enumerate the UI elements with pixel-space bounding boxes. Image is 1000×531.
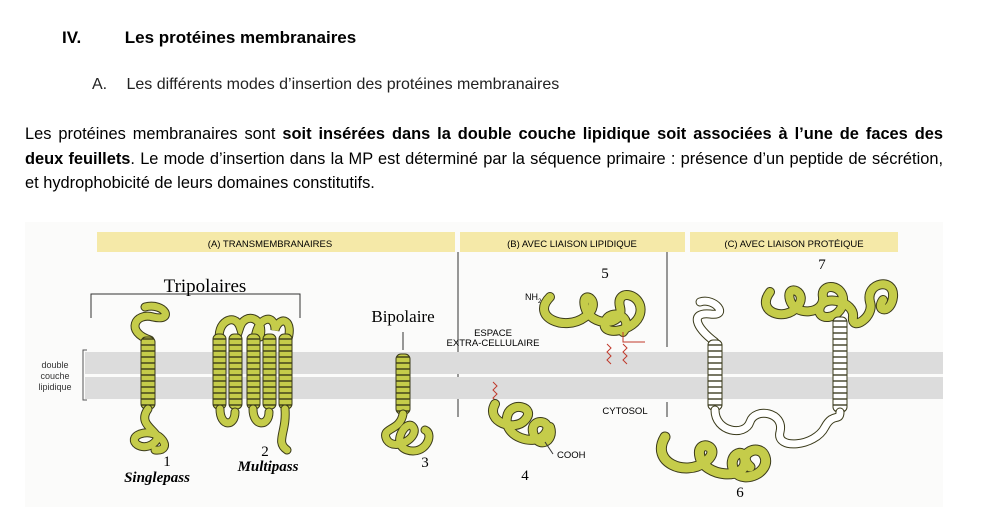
cytosol-label: CYTOSOL <box>602 406 648 417</box>
section-number: IV. <box>62 28 82 47</box>
multipass-label: Multipass <box>237 459 299 475</box>
cooh-label: COOH <box>557 450 586 461</box>
body-paragraph <box>25 122 943 196</box>
paragraph-text-1: Les protéines membranaires sont <box>25 125 283 143</box>
bipolaire-label: Bipolaire <box>371 307 435 326</box>
protein-number-1: 1 <box>163 454 171 470</box>
espace-label-1: ESPACE <box>474 328 512 339</box>
membrane-label-1: double <box>41 360 69 370</box>
protein-number-3: 3 <box>421 455 429 471</box>
subsection-heading <box>92 76 559 94</box>
protein-number-6: 6 <box>736 485 744 501</box>
membrane-label-3: lipidique <box>38 382 72 392</box>
section-title: Les protéines membranaires <box>124 28 357 47</box>
paragraph-bold-text: soit insérées dans la double couche lipidique soit associées à l’une de faces des deux feuillets <box>25 125 943 168</box>
header-b-label: (B) AVEC LIAISON LIPIDIQUE <box>507 239 637 250</box>
espace-label-2: EXTRA-CELLULAIRE <box>446 338 540 349</box>
header-c-label: (C) AVEC LIAISON PROTÉIQUE <box>724 239 864 250</box>
nh2-label: $NH_2$ <box>525 292 542 305</box>
protein-2-multipass <box>213 318 292 450</box>
protein-number-2: 2 <box>261 444 269 460</box>
subsection-title: Les différents modes d’insertion des protéines membranaires <box>126 76 560 93</box>
protein-number-4: 4 <box>521 468 529 484</box>
section-heading <box>62 28 356 48</box>
protein-number-7: 7 <box>818 257 826 273</box>
paragraph-text-2: . Le mode d’insertion dans la MP est déterminé par la séquence primaire : présence d’un peptide de sécrétion, et hydrophobicité de leurs domaines constitutifs. <box>25 149 943 192</box>
membrane-protein-figure <box>25 222 943 507</box>
membrane-label-2: couche <box>40 371 70 381</box>
tripolaires-label: Tripolaires <box>163 276 247 297</box>
protein-number-5: 5 <box>601 266 609 282</box>
protein-7-peripheral <box>766 284 893 323</box>
tripolaires-bracket <box>91 294 300 318</box>
figure-svg <box>25 222 943 507</box>
subsection-letter: A. <box>92 76 108 93</box>
header-a-label: (A) TRANSMEMBRANAIRES <box>207 239 333 250</box>
singlepass-label: Singlepass <box>124 470 190 486</box>
